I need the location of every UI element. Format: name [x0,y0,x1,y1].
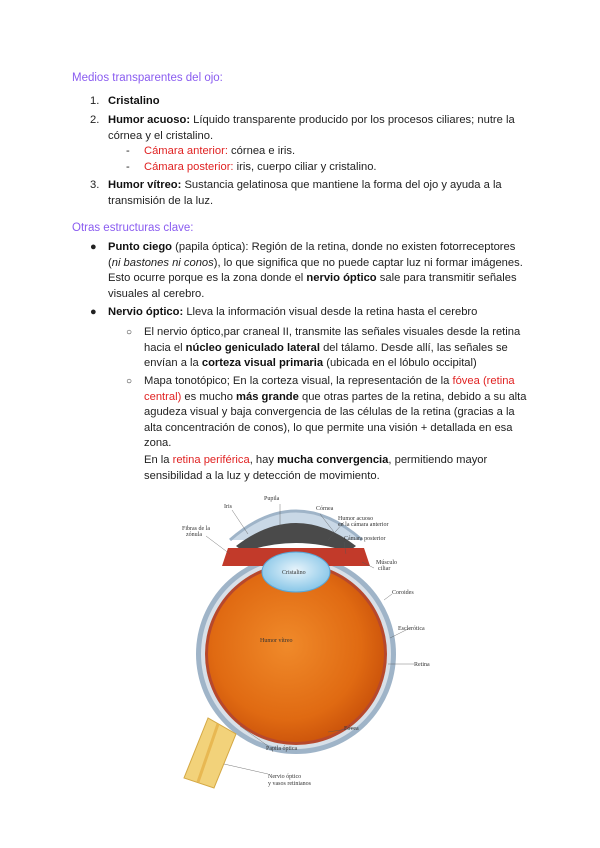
text-run: (papila óptica): Región de la retina, donde no existen fotorreceptores ( [108,241,516,269]
list-number: 2. [90,114,100,126]
nervio-text [108,305,528,321]
sub-text [144,325,534,372]
list-text [108,178,528,209]
bold-run: más grande [236,390,299,403]
label-cornea: Córnea [316,506,334,512]
bold-run: nervio óptico [306,272,377,285]
camara-name: Cámara posterior: [144,161,234,173]
red-run: fóvea (retina central) [144,375,515,403]
label-camara-posterior: Cámara posterior [344,536,386,542]
text-run: (ubicada en el lóbulo occipital) [323,357,477,370]
label-musculo: Músculo [376,560,397,566]
text-run: , permitiendo mayor sensibilidad a la luz y detección de movimiento. [144,454,488,482]
text-run: es mucho [181,390,237,403]
label-coroides: Coroides [392,590,414,596]
retina-periferica-paragraph [144,453,534,484]
camara-desc: córnea e iris. [227,145,296,157]
eye-anatomy-figure [178,488,440,793]
sub-text [144,374,534,452]
label-fibras: Fibras de la [182,526,210,532]
bold-run: núcleo geniculado lateral [185,341,320,354]
punto-ciego-text [108,240,528,302]
camara-text [144,160,377,176]
text-run: Lleva la información visual desde la retina hasta el cerebro [183,306,478,318]
label-pupila: Pupila [264,496,280,502]
dash-marker: - [126,145,130,157]
optic-nerve-shape [184,718,236,788]
label-esclerotica: Esclerótica [398,626,425,632]
label-cristalino: Cristalino [282,570,306,576]
label-fovea: Fóvea [344,726,359,732]
list-title: Humor acuoso: [108,114,191,126]
punto-ciego-title: Punto ciego [108,241,173,253]
text-run: del tálamo. Desde allí, las señales se envían a la [144,341,508,370]
text-run: que otras partes de la retina, debido a su alta agudeza visual y baja convergencia de las células de la retina (gracias a la alta concentración de conos), lo que permite una visión + detallada en esa zona. [144,390,527,450]
label-nervio: Nervio óptico [268,774,302,780]
list-number: 3. [90,179,100,191]
list-title: Humor vítreo: [108,179,182,191]
camara-desc: iris, cuerpo ciliar y cristalino. [233,161,377,173]
medios-heading: Medios transparentes del ojo: [72,72,223,84]
list-text [108,94,528,110]
list-title: Cristalino [108,95,160,107]
label-musculo-2: ciliar [378,566,391,572]
bold-run: mucha convergencia [277,454,389,466]
text-run: En la [144,454,173,466]
list-text [108,113,528,144]
label-humor-acuoso-2: en la cámara anterior [338,522,389,528]
label-fibras-2: zónula [186,532,202,538]
circle-marker: ○ [126,376,133,387]
text-run: sale para transmitir señales visuales al cerebro. [108,272,517,300]
label-humor-acuoso: Humor acuoso [338,516,374,522]
otras-heading: Otras estructuras clave: [72,222,194,234]
red-run: retina periférica [172,454,250,466]
label-papila: Papila óptica [266,746,298,752]
bullet-marker: ● [90,306,97,318]
list-desc: Sustancia gelatinosa que mantiene la forma del ojo y ayuda a la transmisión de la luz. [108,179,502,207]
bullet-marker: ● [90,241,97,253]
label-iris: Iris [224,504,232,510]
bold-run: corteza visual primaria [201,357,324,370]
dash-marker: - [126,161,130,173]
nervio-title: Nervio óptico: [108,306,184,318]
label-nervio-2: y vasos retinianos [268,781,311,787]
label-retina: Retina [414,662,430,668]
list-desc: Líquido transparente producido por los procesos ciliares; nutre la córnea y el cristalino. [108,114,515,142]
italic-run: ni bastones ni conos [111,256,214,269]
camara-name: Cámara anterior: [144,145,228,157]
list-number: 1. [90,95,100,107]
text-run: Mapa tonotópico; En la corteza visual, la representación de la [144,375,453,387]
label-humor-vitreo: Humor vítreo [260,638,293,644]
text-run: , hay [249,454,278,466]
camara-text [144,144,295,160]
circle-marker: ○ [126,327,133,338]
text-run: El nervio óptico,par craneal II, transmite las señales visuales desde la retina hacia el [144,326,521,354]
text-run: ), lo que significa que no puede captar luz ni formar imágenes. Esto ocurre porque es la zona donde el [108,256,523,285]
